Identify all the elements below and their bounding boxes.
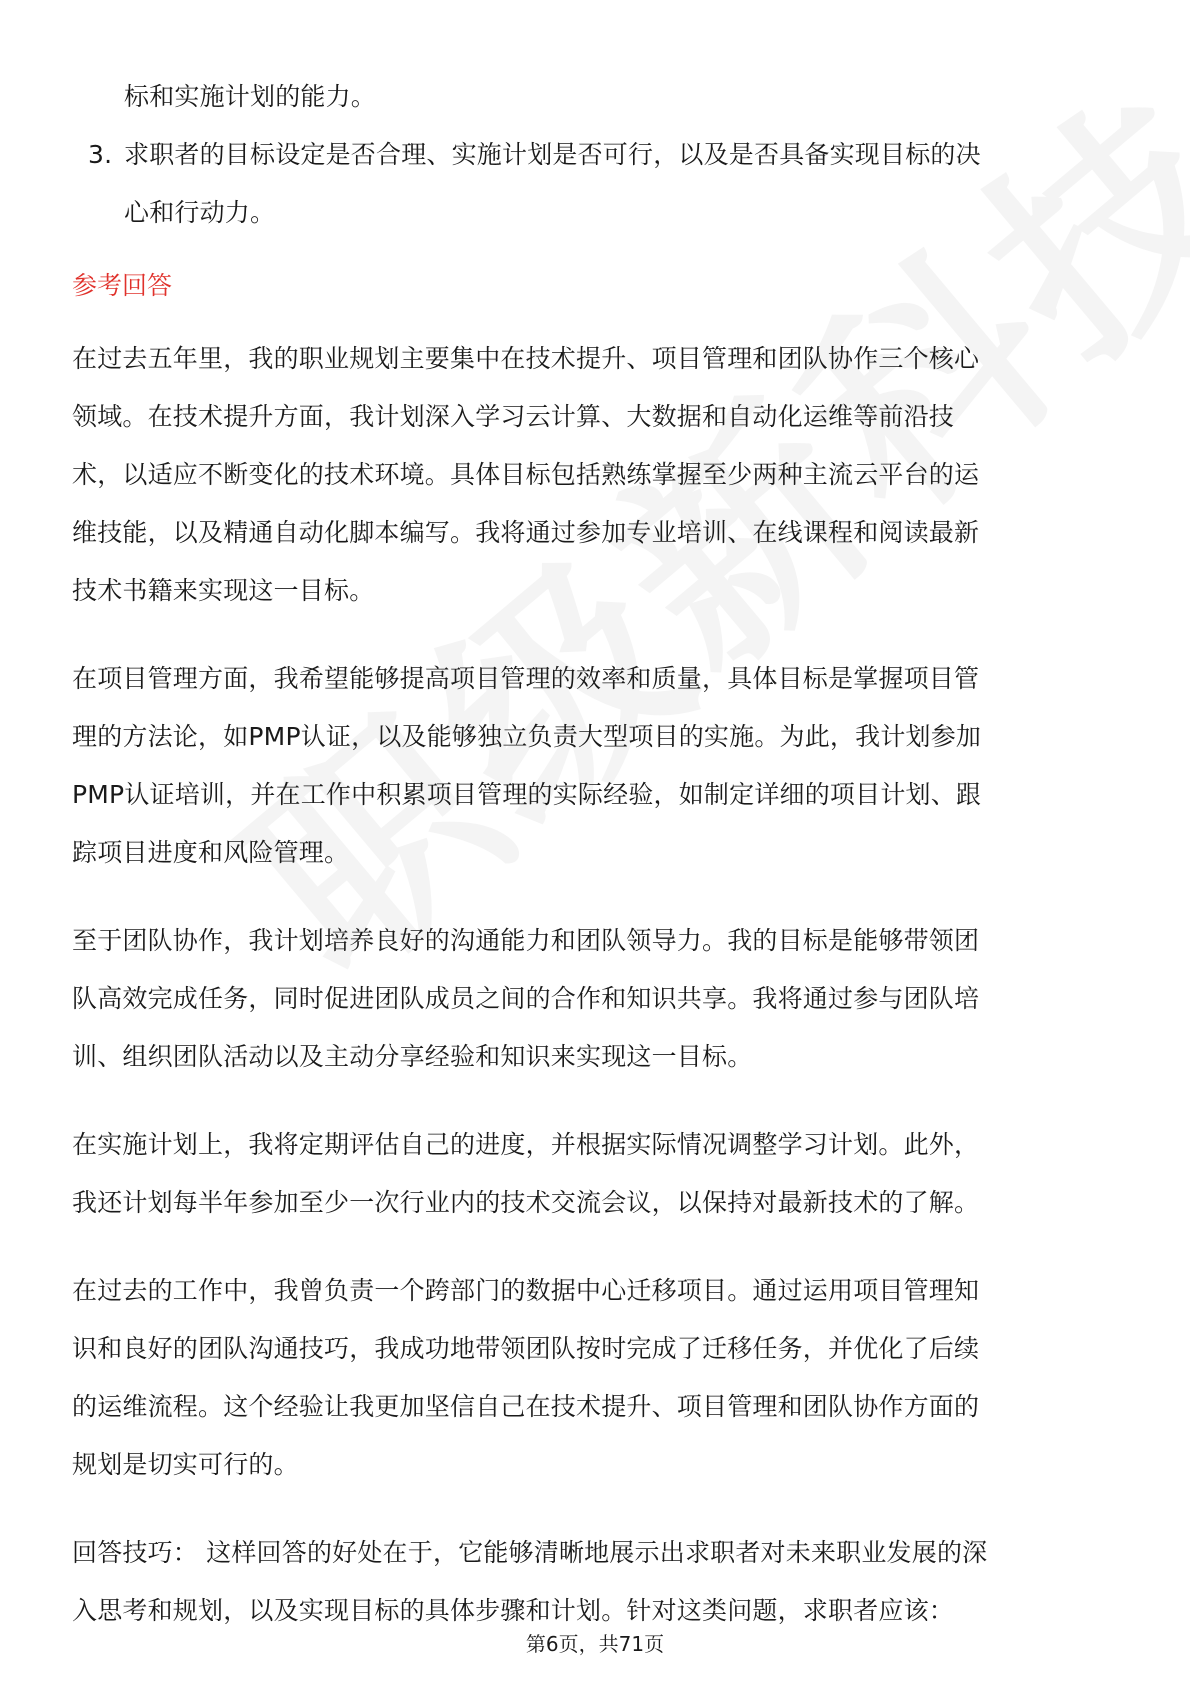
- paragraph-line: 我还计划每半年参加至少一次行业内的技术交流会议，以保持对最新技术的了解。: [72, 1188, 980, 1217]
- paragraph-line: PMP认证培训，并在工作中积累项目管理的实际经验，如制定详细的项目计划、跟: [72, 780, 982, 809]
- paragraph-line: 技术书籍来实现这一目标。: [72, 576, 375, 605]
- paragraph: [72, 912, 1122, 1086]
- paragraph-line: 在实施计划上，我将定期评估自己的进度，并根据实际情况调整学习计划。此外，: [72, 1130, 980, 1159]
- paragraph-line: 理的方法论，如PMP认证，以及能够独立负责大型项目的实施。为此，我计划参加: [72, 722, 982, 751]
- list-item-line: 求职者的目标设定是否合理、实施计划是否可行，以及是否具备实现目标的决: [124, 140, 981, 169]
- page-content: [72, 68, 1122, 1670]
- list-item-3: [72, 126, 1122, 242]
- paragraph-line: 至于团队协作，我计划培养良好的沟通能力和团队领导力。我的目标是能够带领团: [72, 926, 980, 955]
- paragraph-line: 规划是切实可行的。: [72, 1450, 299, 1479]
- paragraph: [72, 1524, 1122, 1640]
- paragraph-line: 识和良好的团队沟通技巧，我成功地带领团队按时完成了迁移任务，并优化了后续: [72, 1334, 980, 1363]
- paragraph-line: 领域。在技术提升方面，我计划深入学习云计算、大数据和自动化运维等前沿技: [72, 402, 955, 431]
- list-item-line: 心和行动力。: [124, 198, 276, 227]
- page-footer: 第6页，共71页: [525, 1632, 665, 1656]
- paragraph-line: 入思考和规划，以及实现目标的具体步骤和计划。针对这类问题，求职者应该：: [72, 1596, 955, 1625]
- paragraph: [72, 1116, 1122, 1232]
- intro-continuation: 标和实施计划的能力。: [124, 82, 377, 111]
- paragraph-line: 训、组织团队活动以及主动分享经验和知识来实现这一目标。: [72, 1042, 753, 1071]
- paragraph: [72, 330, 1122, 620]
- paragraph-line: 在过去五年里，我的职业规划主要集中在技术提升、项目管理和团队协作三个核心: [72, 344, 980, 373]
- paragraph-line: 在过去的工作中，我曾负责一个跨部门的数据中心迁移项目。通过运用项目管理知: [72, 1276, 980, 1305]
- paragraph: [72, 1262, 1122, 1494]
- paragraph-line: 在项目管理方面，我希望能够提高项目管理的效率和质量，具体目标是掌握项目管: [72, 664, 980, 693]
- paragraph-line: 踪项目进度和风险管理。: [72, 838, 350, 867]
- answer-body: [72, 330, 1122, 1640]
- section-heading: 参考回答: [72, 271, 173, 300]
- paragraph: [72, 650, 1122, 882]
- paragraph-line: 队高效完成任务，同时促进团队成员之间的合作和知识共享。我将通过参与团队培: [72, 984, 980, 1013]
- paragraph-line: 术，以适应不断变化的技术环境。具体目标包括熟练掌握至少两种主流云平台的运: [72, 460, 980, 489]
- paragraph-line: 回答技巧： 这样回答的好处在于，它能够清晰地展示出求职者对未来职业发展的深: [72, 1538, 988, 1567]
- paragraph-line: 的运维流程。这个经验让我更加坚信自己在技术提升、项目管理和团队协作方面的: [72, 1392, 980, 1421]
- list-number: 3.: [88, 140, 113, 169]
- paragraph-line: 维技能，以及精通自动化脚本编写。我将通过参加专业培训、在线课程和阅读最新: [72, 518, 980, 547]
